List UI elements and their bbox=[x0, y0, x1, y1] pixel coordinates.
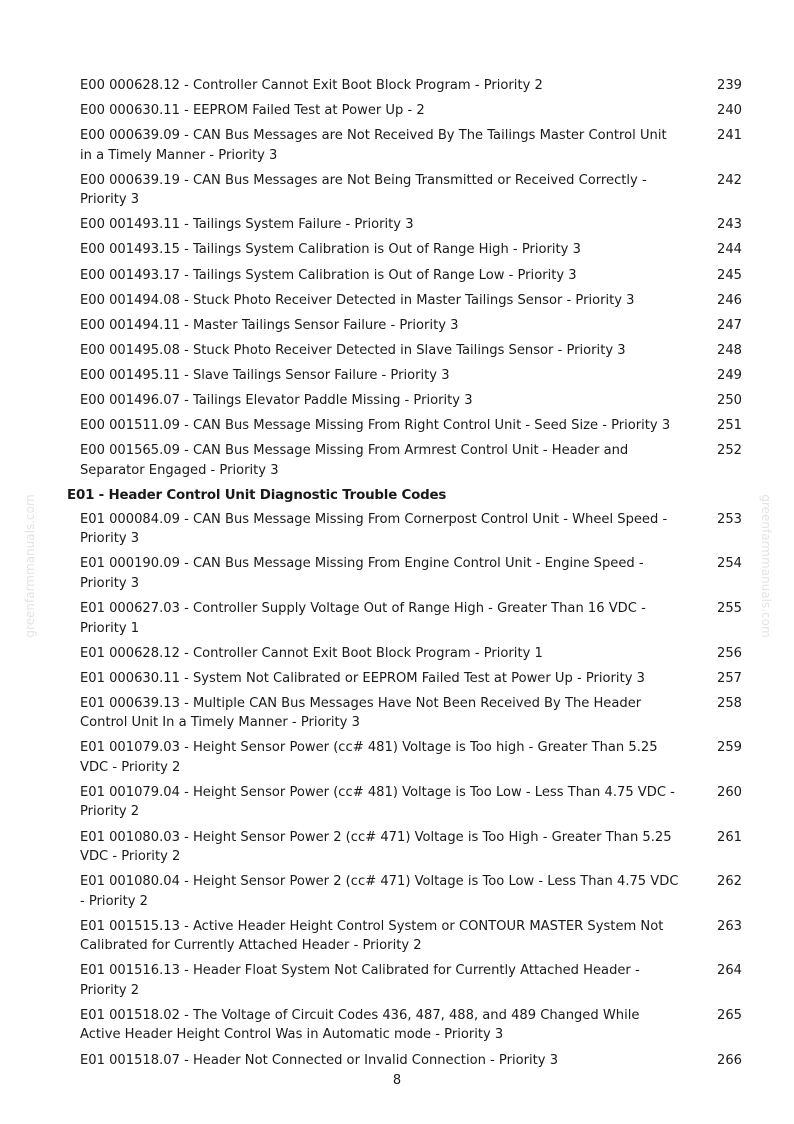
toc-entry-page[interactable]: 263 bbox=[717, 918, 742, 934]
toc-entry-title[interactable]: E00 001494.08 - Stuck Photo Receiver Detected in Master Tailings Sensor - Priority 3 bbox=[80, 292, 635, 308]
toc-entry-title[interactable]: E01 000628.12 - Controller Cannot Exit Boot Block Program - Priority 1 bbox=[80, 645, 543, 661]
toc-entry-title[interactable]: E01 000630.11 - System Not Calibrated or EEPROM Failed Test at Power Up - Priority 3 bbox=[80, 670, 645, 686]
toc-entry[interactable] bbox=[0, 171, 794, 210]
toc-entry-page[interactable]: 246 bbox=[717, 292, 742, 308]
toc-entry-title[interactable]: E00 000628.12 - Controller Cannot Exit Boot Block Program - Priority 2 bbox=[80, 78, 543, 93]
toc-entry-title[interactable]: E00 001496.07 - Tailings Elevator Paddle Missing - Priority 3 bbox=[80, 393, 473, 409]
toc-entry[interactable] bbox=[0, 738, 794, 777]
toc-entry-page[interactable]: 265 bbox=[717, 1007, 742, 1023]
toc-entry[interactable] bbox=[0, 828, 794, 867]
toc-entry[interactable] bbox=[0, 783, 794, 822]
toc-entry[interactable] bbox=[0, 1006, 794, 1045]
toc-entry-title[interactable]: E01 001516.13 - Header Float System Not Calibrated for Currently Attached Header - Priority 2 bbox=[80, 963, 640, 998]
toc-entry-title[interactable]: E00 001493.15 - Tailings System Calibration is Out of Range High - Priority 3 bbox=[80, 242, 581, 258]
toc-entry[interactable] bbox=[0, 441, 794, 480]
toc-entry-title[interactable]: E00 001493.17 - Tailings System Calibration is Out of Range Low - Priority 3 bbox=[80, 267, 577, 283]
toc-entry[interactable] bbox=[0, 644, 794, 664]
toc-entry-title[interactable]: E01 000190.09 - CAN Bus Message Missing From Engine Control Unit - Engine Speed - Priority 3 bbox=[80, 556, 644, 591]
watermark-left: greenfarmmanuals.com bbox=[23, 494, 37, 638]
toc-entry-title[interactable]: E01 001518.07 - Header Not Connected or Invalid Connection - Priority 3 bbox=[80, 1052, 559, 1068]
toc-entry-page[interactable]: 262 bbox=[717, 874, 742, 890]
toc-entry-title[interactable]: E00 001495.11 - Slave Tailings Sensor Failure - Priority 3 bbox=[80, 367, 450, 383]
toc-entry[interactable] bbox=[0, 669, 794, 689]
toc-entry-title[interactable]: E00 001494.11 - Master Tailings Sensor Failure - Priority 3 bbox=[80, 317, 459, 333]
toc-entry[interactable] bbox=[0, 101, 794, 121]
toc-entry-page[interactable]: 239 bbox=[717, 78, 742, 93]
toc-entry[interactable] bbox=[0, 126, 794, 165]
toc-entry-title[interactable]: E01 001518.02 - The Voltage of Circuit Codes 436, 487, 488, and 489 Changed While Active Header Height Control Was in Automatic mode - Priority 3 bbox=[80, 1007, 640, 1043]
toc-entry[interactable] bbox=[0, 599, 794, 638]
toc-entry-page[interactable]: 257 bbox=[717, 670, 742, 686]
toc-entry[interactable] bbox=[0, 510, 794, 549]
toc-entry-title[interactable]: E01 000084.09 - CAN Bus Message Missing From Cornerpost Control Unit - Wheel Speed - Priority 3 bbox=[80, 511, 668, 547]
toc-entry[interactable] bbox=[0, 341, 794, 361]
toc-entry-page[interactable]: 255 bbox=[717, 601, 742, 616]
toc-entry-page[interactable]: 259 bbox=[717, 740, 742, 756]
toc-entry-title[interactable]: E00 000630.11 - EEPROM Failed Test at Power Up - 2 bbox=[80, 103, 425, 119]
toc-entry[interactable] bbox=[0, 215, 794, 235]
toc-entry-title[interactable]: E01 000639.13 - Multiple CAN Bus Messages Have Not Been Received By The Header Control Unit In a Timely Manner - Priority 3 bbox=[80, 695, 642, 731]
table-of-contents bbox=[0, 76, 794, 1076]
toc-entry-title[interactable]: E00 001493.11 - Tailings System Failure - Priority 3 bbox=[80, 217, 414, 233]
toc-entry-title[interactable]: E01 001080.04 - Height Sensor Power 2 (cc# 471) Voltage is Too Low - Less Than 4.75 VDC - Priority 2 bbox=[80, 874, 679, 909]
toc-entry-page[interactable]: 241 bbox=[717, 128, 742, 144]
toc-entry-page[interactable]: 264 bbox=[717, 963, 742, 979]
toc-entry-title[interactable]: E00 001565.09 - CAN Bus Message Missing From Armrest Control Unit - Header and Separator Engaged - Priority 3 bbox=[80, 443, 629, 478]
toc-entry-page[interactable]: 266 bbox=[717, 1052, 742, 1068]
toc-entry-page[interactable]: 254 bbox=[717, 556, 742, 572]
toc-entry-title[interactable]: E00 000639.09 - CAN Bus Messages are Not Received By The Tailings Master Control Unit in a Timely Manner - Priority 3 bbox=[80, 128, 667, 163]
toc-entry[interactable] bbox=[0, 316, 794, 336]
toc-entry-page[interactable]: 258 bbox=[717, 695, 742, 711]
toc-entry-page[interactable]: 244 bbox=[717, 242, 742, 258]
toc-entry-title[interactable]: E01 001515.13 - Active Header Height Control System or CONTOUR MASTER System Not Calibrated for Currently Attached Header - Priority 2 bbox=[80, 918, 664, 954]
toc-entry[interactable] bbox=[0, 1051, 794, 1071]
toc-entry-title[interactable]: E00 000639.19 - CAN Bus Messages are Not Being Transmitted or Received Correctly - Priority 3 bbox=[80, 172, 647, 208]
toc-entry-page[interactable]: 250 bbox=[717, 393, 742, 409]
toc-entry[interactable] bbox=[0, 694, 794, 733]
toc-entry[interactable] bbox=[0, 416, 794, 436]
toc-entry-title[interactable]: E01 001079.03 - Height Sensor Power (cc# 481) Voltage is Too high - Greater Than 5.25 VDC - Priority 2 bbox=[80, 740, 658, 775]
toc-entry-page[interactable]: 249 bbox=[717, 367, 742, 383]
toc-entry-page[interactable]: 248 bbox=[717, 342, 742, 358]
toc-entry-page[interactable]: 251 bbox=[717, 418, 742, 434]
toc-entry-title[interactable]: E00 001511.09 - CAN Bus Message Missing From Right Control Unit - Seed Size - Priority 3 bbox=[80, 418, 671, 434]
toc-entry-page[interactable]: 252 bbox=[717, 443, 742, 459]
toc-entry[interactable] bbox=[0, 266, 794, 286]
watermark-right: greenfarmmanuals.com bbox=[759, 494, 773, 638]
toc-entry-page[interactable]: 243 bbox=[717, 217, 742, 233]
toc-entries-e00 bbox=[0, 76, 794, 480]
toc-entry-page[interactable]: 253 bbox=[717, 511, 742, 527]
toc-entry[interactable] bbox=[0, 76, 794, 96]
toc-entries-e01 bbox=[0, 510, 794, 1070]
toc-entry[interactable] bbox=[0, 917, 794, 956]
toc-entry-title[interactable]: E01 001079.04 - Height Sensor Power (cc# 481) Voltage is Too Low - Less Than 4.75 VDC - Priority 2 bbox=[80, 784, 675, 820]
toc-entry[interactable] bbox=[0, 240, 794, 260]
toc-entry-page[interactable]: 247 bbox=[717, 317, 742, 333]
toc-entry[interactable] bbox=[0, 366, 794, 386]
section-heading[interactable]: E01 - Header Control Unit Diagnostic Trouble Codes bbox=[67, 487, 447, 503]
toc-entry-page[interactable]: 256 bbox=[717, 645, 742, 661]
toc-entry-page[interactable]: 240 bbox=[717, 103, 742, 119]
toc-entry[interactable] bbox=[0, 872, 794, 911]
toc-entry-title[interactable]: E01 001080.03 - Height Sensor Power 2 (cc# 471) Voltage is Too High - Greater Than 5.25 VDC - Priority 2 bbox=[80, 829, 672, 865]
page-number: 8 bbox=[392, 1073, 402, 1088]
toc-entry-page[interactable]: 242 bbox=[717, 172, 742, 188]
toc-entry[interactable] bbox=[0, 391, 794, 411]
toc-entry-title[interactable]: E00 001495.08 - Stuck Photo Receiver Detected in Slave Tailings Sensor - Priority 3 bbox=[80, 342, 626, 358]
toc-entry[interactable] bbox=[0, 554, 794, 593]
toc-entry-page[interactable]: 261 bbox=[717, 829, 742, 845]
toc-entry-page[interactable]: 260 bbox=[717, 784, 742, 800]
toc-entry[interactable] bbox=[0, 291, 794, 311]
toc-entry-title[interactable]: E01 000627.03 - Controller Supply Voltage Out of Range High - Greater Than 16 VDC - Priority 1 bbox=[80, 601, 646, 636]
toc-entry-page[interactable]: 245 bbox=[717, 267, 742, 283]
toc-entry[interactable] bbox=[0, 961, 794, 1000]
